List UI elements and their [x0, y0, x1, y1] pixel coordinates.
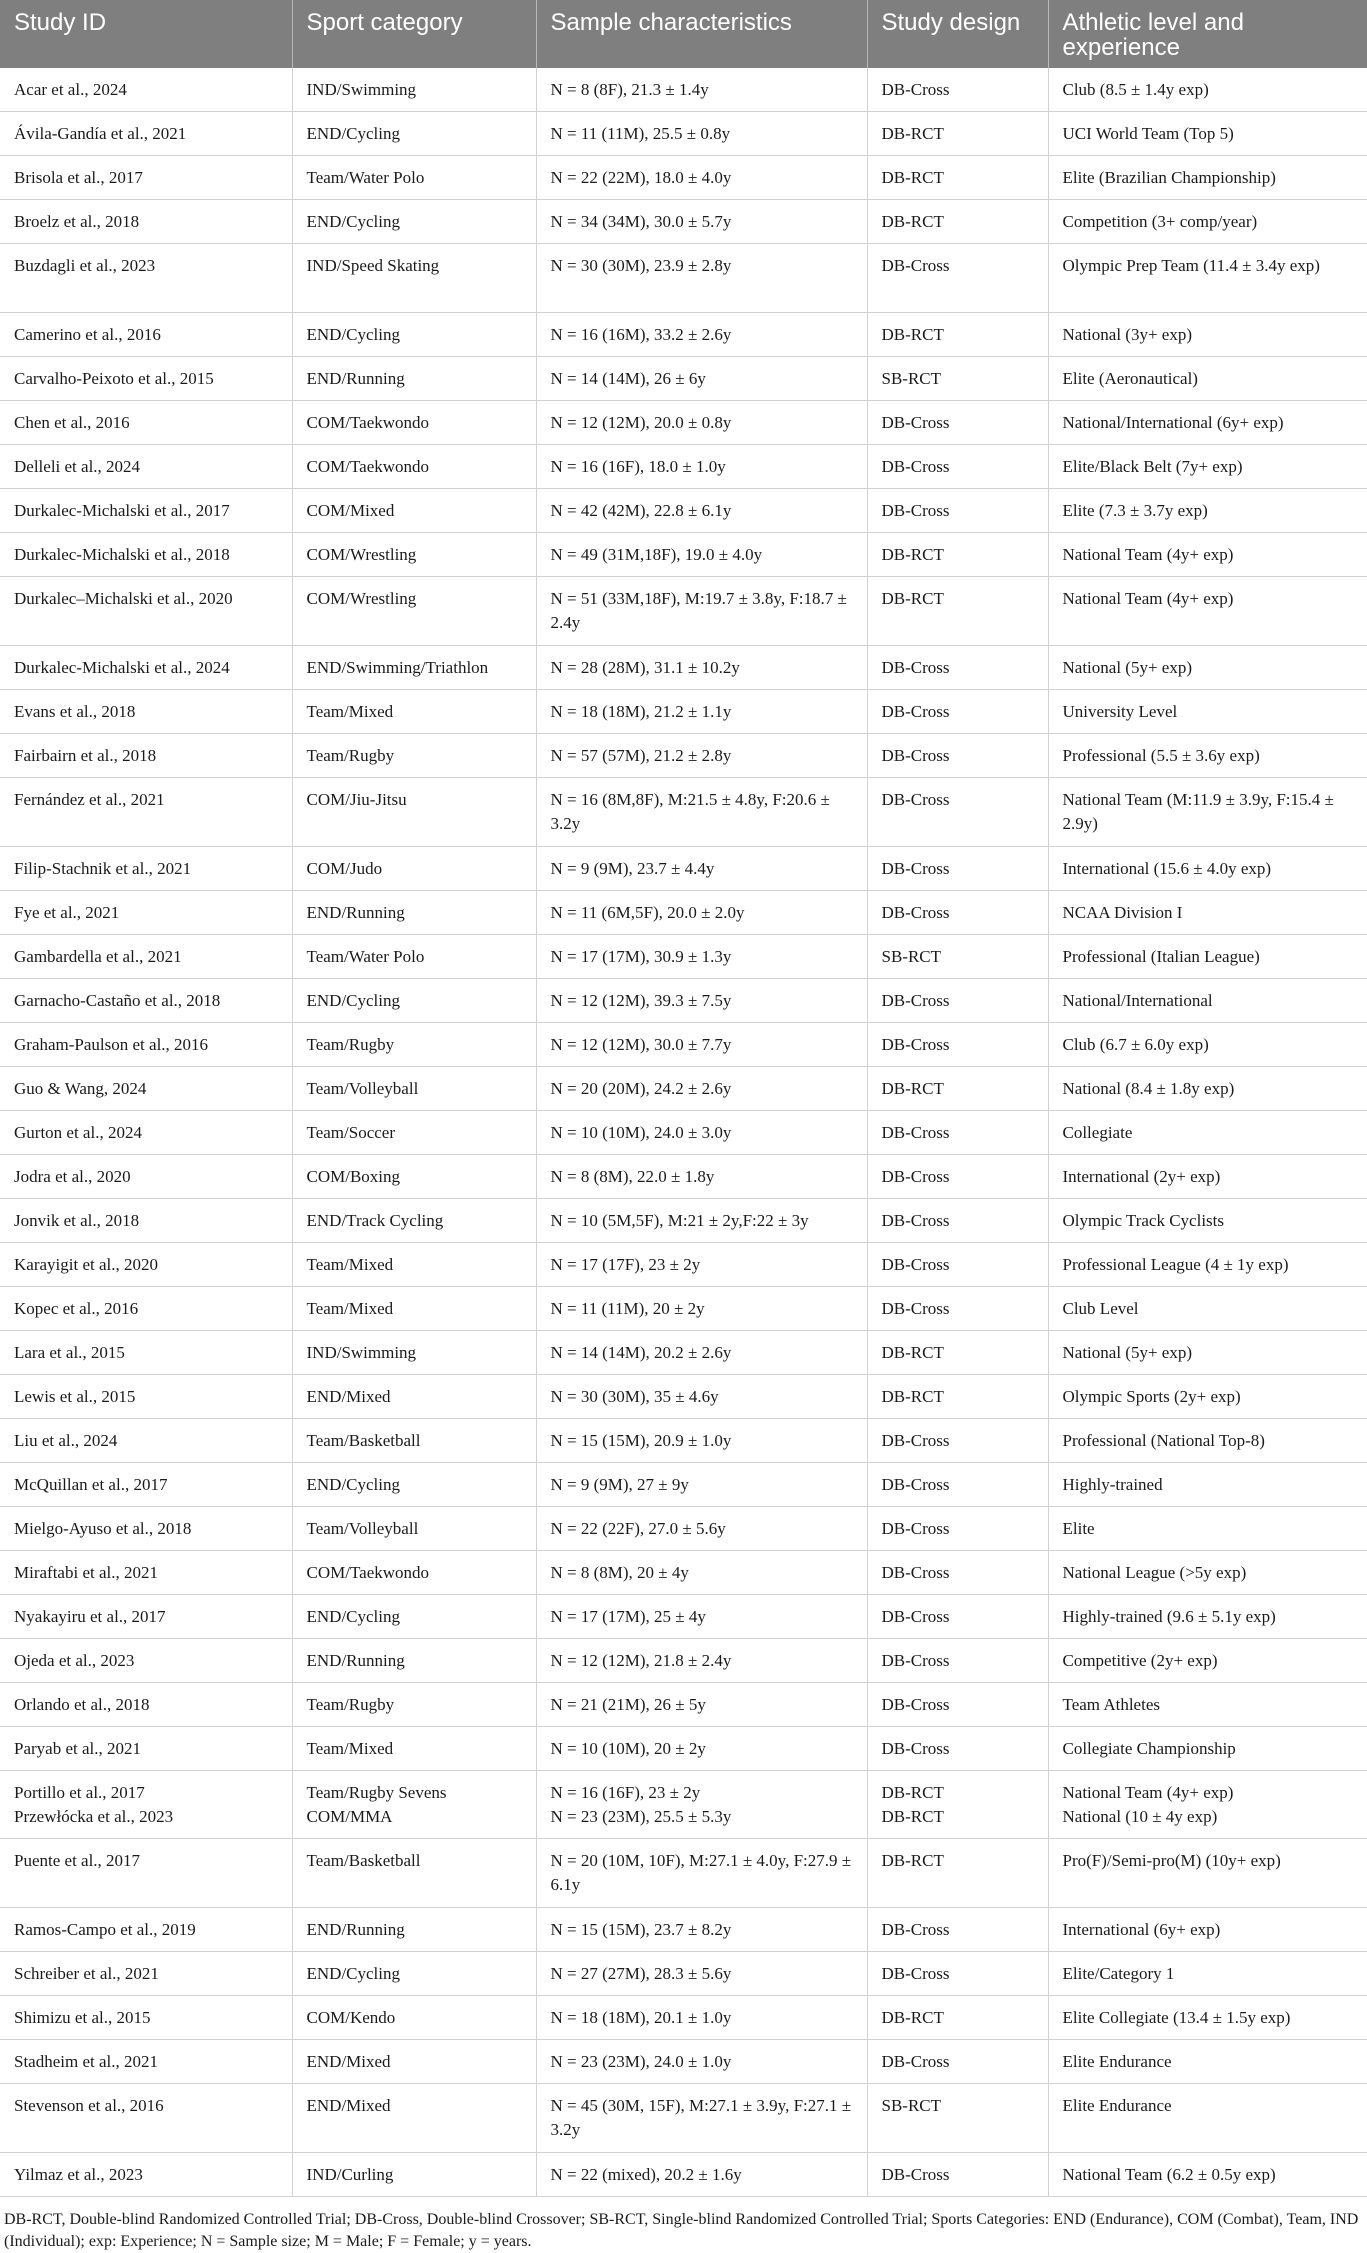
study-id-cell: Camerino et al., 2016 — [0, 313, 292, 357]
sample-cell: N = 16 (16M), 33.2 ± 2.6y — [536, 313, 867, 357]
sport-category-cell: END/Cycling — [292, 979, 536, 1023]
athletic-level-cell: National Team (4y+ exp) — [1048, 577, 1367, 646]
sport-category-cell: END/Cycling — [292, 200, 536, 244]
cell-line: Przewłócka et al., 2023 — [14, 1807, 174, 1826]
table-row — [0, 1727, 1367, 1771]
sport-category-cell: IND/Speed Skating — [292, 244, 536, 313]
study-id-cell: Ojeda et al., 2023 — [0, 1639, 292, 1683]
sport-category-cell: Team/Water Polo — [292, 156, 536, 200]
sport-category-cell: IND/Swimming — [292, 1331, 536, 1375]
sport-category-cell: END/Running — [292, 1908, 536, 1952]
table-row — [0, 1067, 1367, 1111]
table-row — [0, 1507, 1367, 1551]
sample-cell: N = 10 (10M), 24.0 ± 3.0y — [536, 1111, 867, 1155]
athletic-level-cell: Highly-trained — [1048, 1463, 1367, 1507]
table-row — [0, 734, 1367, 778]
sample-cell: N = 30 (30M), 35 ± 4.6y — [536, 1375, 867, 1419]
sample-cell: N = 17 (17M), 30.9 ± 1.3y — [536, 935, 867, 979]
sample-cell: N = 8 (8M), 20 ± 4y — [536, 1551, 867, 1595]
athletic-level-cell: National Team (6.2 ± 0.5y exp) — [1048, 2153, 1367, 2197]
table-row — [0, 200, 1367, 244]
design-cell: DB-RCT — [867, 1331, 1048, 1375]
athletic-level-cell: Club (6.7 ± 6.0y exp) — [1048, 1023, 1367, 1067]
header-study-design: Study design — [867, 0, 1048, 68]
study-id-cell: Chen et al., 2016 — [0, 401, 292, 445]
athletic-level-cell: Elite Endurance — [1048, 2040, 1367, 2084]
table-row — [0, 1771, 1367, 1839]
athletic-level-cell: Highly-trained (9.6 ± 5.1y exp) — [1048, 1595, 1367, 1639]
athletic-level-cell: Elite Endurance — [1048, 2084, 1367, 2153]
athletic-level-cell: Professional (Italian League) — [1048, 935, 1367, 979]
study-id-cell: Garnacho-Castaño et al., 2018 — [0, 979, 292, 1023]
sample-cell: N = 10 (5M,5F), M:21 ± 2y,F:22 ± 3y — [536, 1199, 867, 1243]
athletic-level-cell: Collegiate Championship — [1048, 1727, 1367, 1771]
table-row — [0, 1199, 1367, 1243]
table-row — [0, 979, 1367, 1023]
sample-cell — [536, 1771, 867, 1839]
sample-cell: N = 17 (17F), 23 ± 2y — [536, 1243, 867, 1287]
sample-cell: N = 8 (8M), 22.0 ± 1.8y — [536, 1155, 867, 1199]
athletic-level-cell: Olympic Sports (2y+ exp) — [1048, 1375, 1367, 1419]
study-id-cell: Durkalec–Michalski et al., 2020 — [0, 577, 292, 646]
study-id-cell: Puente et al., 2017 — [0, 1839, 292, 1908]
cell-line: N = 16 (16F), 23 ± 2y — [550, 1783, 701, 1802]
sport-category-cell: Team/Basketball — [292, 1419, 536, 1463]
study-id-cell: Liu et al., 2024 — [0, 1419, 292, 1463]
sample-cell: N = 8 (8F), 21.3 ± 1.4y — [536, 68, 867, 112]
design-cell: DB-RCT — [867, 1375, 1048, 1419]
design-cell: DB-Cross — [867, 734, 1048, 778]
study-id-cell: Fye et al., 2021 — [0, 891, 292, 935]
sample-cell: N = 14 (14M), 26 ± 6y — [536, 357, 867, 401]
athletic-level-cell: Professional League (4 ± 1y exp) — [1048, 1243, 1367, 1287]
table-row — [0, 2084, 1367, 2153]
table-header — [0, 0, 1367, 68]
table-row — [0, 2040, 1367, 2084]
study-id-cell: Carvalho-Peixoto et al., 2015 — [0, 357, 292, 401]
design-cell: DB-Cross — [867, 489, 1048, 533]
athletic-level-cell: Collegiate — [1048, 1111, 1367, 1155]
design-cell: DB-RCT — [867, 1996, 1048, 2040]
sample-cell: N = 11 (11M), 25.5 ± 0.8y — [536, 112, 867, 156]
design-cell: DB-Cross — [867, 1419, 1048, 1463]
cell-line: National (10 ± 4y exp) — [1062, 1807, 1218, 1826]
sample-cell: N = 22 (22M), 18.0 ± 4.0y — [536, 156, 867, 200]
cell-line: Portillo et al., 2017 — [14, 1783, 145, 1802]
sample-cell: N = 11 (11M), 20 ± 2y — [536, 1287, 867, 1331]
sample-cell: N = 9 (9M), 23.7 ± 4.4y — [536, 847, 867, 891]
athletic-level-cell: National Team (4y+ exp) — [1048, 533, 1367, 577]
design-cell: DB-Cross — [867, 1683, 1048, 1727]
table-row — [0, 1639, 1367, 1683]
sport-category-cell: COM/Judo — [292, 847, 536, 891]
athletic-level-cell: International (15.6 ± 4.0y exp) — [1048, 847, 1367, 891]
sport-category-cell: END/Cycling — [292, 313, 536, 357]
design-cell: DB-Cross — [867, 2040, 1048, 2084]
design-cell: DB-Cross — [867, 1507, 1048, 1551]
study-id-cell: Lara et al., 2015 — [0, 1331, 292, 1375]
sample-cell: N = 49 (31M,18F), 19.0 ± 4.0y — [536, 533, 867, 577]
design-cell: SB-RCT — [867, 2084, 1048, 2153]
study-id-cell: Fernández et al., 2021 — [0, 778, 292, 847]
sample-cell: N = 22 (mixed), 20.2 ± 1.6y — [536, 2153, 867, 2197]
athletic-level-cell: Elite/Black Belt (7y+ exp) — [1048, 445, 1367, 489]
table-row — [0, 313, 1367, 357]
sport-category-cell: COM/Mixed — [292, 489, 536, 533]
sample-cell: N = 16 (8M,8F), M:21.5 ± 4.8y, F:20.6 ± 3.2y — [536, 778, 867, 847]
study-id-cell: Jodra et al., 2020 — [0, 1155, 292, 1199]
table-row — [0, 1331, 1367, 1375]
athletic-level-cell: Olympic Prep Team (11.4 ± 3.4y exp) — [1048, 244, 1367, 313]
design-cell: DB-Cross — [867, 2153, 1048, 2197]
header-sport-category: Sport category — [292, 0, 536, 68]
sport-category-cell: COM/Taekwondo — [292, 445, 536, 489]
table-row — [0, 891, 1367, 935]
study-id-cell: McQuillan et al., 2017 — [0, 1463, 292, 1507]
athletic-level-cell: Elite (Brazilian Championship) — [1048, 156, 1367, 200]
study-id-cell: Durkalec-Michalski et al., 2018 — [0, 533, 292, 577]
design-cell — [867, 1771, 1048, 1839]
sample-cell: N = 22 (22F), 27.0 ± 5.6y — [536, 1507, 867, 1551]
sport-category-cell: END/Swimming/Triathlon — [292, 646, 536, 690]
header-sample-characteristics: Sample characteristics — [536, 0, 867, 68]
design-cell: DB-Cross — [867, 778, 1048, 847]
athletic-level-cell: National (3y+ exp) — [1048, 313, 1367, 357]
sport-category-cell: END/Cycling — [292, 1952, 536, 1996]
sample-cell: N = 57 (57M), 21.2 ± 2.8y — [536, 734, 867, 778]
athletic-level-cell: Professional (National Top-8) — [1048, 1419, 1367, 1463]
table-row — [0, 357, 1367, 401]
sample-cell: N = 9 (9M), 27 ± 9y — [536, 1463, 867, 1507]
sport-category-cell: END/Cycling — [292, 112, 536, 156]
study-id-cell: Delleli et al., 2024 — [0, 445, 292, 489]
study-id-cell: Durkalec-Michalski et al., 2017 — [0, 489, 292, 533]
sport-category-cell: END/Mixed — [292, 2084, 536, 2153]
sport-category-cell: COM/Kendo — [292, 1996, 536, 2040]
study-id-cell: Graham-Paulson et al., 2016 — [0, 1023, 292, 1067]
sport-category-cell: Team/Soccer — [292, 1111, 536, 1155]
sport-category-cell: END/Running — [292, 1639, 536, 1683]
design-cell: DB-Cross — [867, 1908, 1048, 1952]
athletic-level-cell: International (2y+ exp) — [1048, 1155, 1367, 1199]
table-row — [0, 1551, 1367, 1595]
study-id-cell: Buzdagli et al., 2023 — [0, 244, 292, 313]
sample-cell: N = 17 (17M), 25 ± 4y — [536, 1595, 867, 1639]
athletic-level-cell: Club (8.5 ± 1.4y exp) — [1048, 68, 1367, 112]
table-body — [0, 68, 1367, 2197]
study-id-cell: Guo & Wang, 2024 — [0, 1067, 292, 1111]
table-row — [0, 1952, 1367, 1996]
sport-category-cell: IND/Swimming — [292, 68, 536, 112]
athletic-level-cell: Elite Collegiate (13.4 ± 1.5y exp) — [1048, 1996, 1367, 2040]
sport-category-cell: Team/Rugby — [292, 734, 536, 778]
header-study-id: Study ID — [0, 0, 292, 68]
athletic-level-cell: International (6y+ exp) — [1048, 1908, 1367, 1952]
sport-category-cell: COM/Wrestling — [292, 533, 536, 577]
table-row — [0, 847, 1367, 891]
sport-category-cell: Team/Volleyball — [292, 1067, 536, 1111]
design-cell: DB-Cross — [867, 1727, 1048, 1771]
study-id-cell: Shimizu et al., 2015 — [0, 1996, 292, 2040]
athletic-level-cell: National Team (M:11.9 ± 3.9y, F:15.4 ± 2.9y) — [1048, 778, 1367, 847]
study-id-cell: Acar et al., 2024 — [0, 68, 292, 112]
study-id-cell: Mielgo-Ayuso et al., 2018 — [0, 1507, 292, 1551]
design-cell: DB-Cross — [867, 244, 1048, 313]
design-cell: DB-Cross — [867, 1023, 1048, 1067]
table-row — [0, 1243, 1367, 1287]
athletic-level-cell: Elite (Aeronautical) — [1048, 357, 1367, 401]
design-cell: DB-Cross — [867, 445, 1048, 489]
table-row — [0, 1463, 1367, 1507]
table-row — [0, 690, 1367, 734]
sample-cell: N = 20 (10M, 10F), M:27.1 ± 4.0y, F:27.9 ± 6.1y — [536, 1839, 867, 1908]
design-cell: SB-RCT — [867, 357, 1048, 401]
sample-cell: N = 45 (30M, 15F), M:27.1 ± 3.9y, F:27.1 ± 3.2y — [536, 2084, 867, 2153]
athletic-level-cell: UCI World Team (Top 5) — [1048, 112, 1367, 156]
athletic-level-cell: Competition (3+ comp/year) — [1048, 200, 1367, 244]
table-row — [0, 445, 1367, 489]
sample-cell: N = 16 (16F), 18.0 ± 1.0y — [536, 445, 867, 489]
design-cell: DB-Cross — [867, 891, 1048, 935]
sample-cell: N = 28 (28M), 31.1 ± 10.2y — [536, 646, 867, 690]
study-id-cell: Jonvik et al., 2018 — [0, 1199, 292, 1243]
sample-cell: N = 21 (21M), 26 ± 5y — [536, 1683, 867, 1727]
sample-cell: N = 12 (12M), 21.8 ± 2.4y — [536, 1639, 867, 1683]
sample-cell: N = 11 (6M,5F), 20.0 ± 2.0y — [536, 891, 867, 935]
athletic-level-cell: National League (>5y exp) — [1048, 1551, 1367, 1595]
header-athletic-level: Athletic level and experience — [1048, 0, 1367, 68]
study-id-cell: Orlando et al., 2018 — [0, 1683, 292, 1727]
cell-line: National Team (4y+ exp) — [1062, 1783, 1234, 1802]
table-row — [0, 577, 1367, 646]
table-row — [0, 1908, 1367, 1952]
sample-cell: N = 10 (10M), 20 ± 2y — [536, 1727, 867, 1771]
sport-category-cell: IND/Curling — [292, 2153, 536, 2197]
sport-category-cell: COM/Taekwondo — [292, 1551, 536, 1595]
design-cell: DB-Cross — [867, 1551, 1048, 1595]
table-row — [0, 1375, 1367, 1419]
athletic-level-cell: University Level — [1048, 690, 1367, 734]
study-id-cell: Stevenson et al., 2016 — [0, 2084, 292, 2153]
design-cell: DB-Cross — [867, 1243, 1048, 1287]
study-id-cell: Miraftabi et al., 2021 — [0, 1551, 292, 1595]
cell-line: Team/Rugby Sevens — [306, 1783, 447, 1802]
table-row — [0, 401, 1367, 445]
table-row — [0, 935, 1367, 979]
sport-category-cell: Team/Mixed — [292, 1727, 536, 1771]
athletic-level-cell: Club Level — [1048, 1287, 1367, 1331]
sport-category-cell: Team/Volleyball — [292, 1507, 536, 1551]
study-id-cell: Gambardella et al., 2021 — [0, 935, 292, 979]
design-cell: DB-Cross — [867, 979, 1048, 1023]
study-id-cell: Paryab et al., 2021 — [0, 1727, 292, 1771]
design-cell: DB-RCT — [867, 1839, 1048, 1908]
table-row — [0, 1287, 1367, 1331]
athletic-level-cell: National/International — [1048, 979, 1367, 1023]
sport-category-cell: Team/Rugby — [292, 1683, 536, 1727]
study-id-cell: Evans et al., 2018 — [0, 690, 292, 734]
design-cell: DB-RCT — [867, 533, 1048, 577]
study-id-cell: Kopec et al., 2016 — [0, 1287, 292, 1331]
athletic-level-cell: Competitive (2y+ exp) — [1048, 1639, 1367, 1683]
athletic-level-cell: Elite/Category 1 — [1048, 1952, 1367, 1996]
table-row — [0, 1839, 1367, 1908]
sample-cell: N = 12 (12M), 20.0 ± 0.8y — [536, 401, 867, 445]
athletic-level-cell: Team Athletes — [1048, 1683, 1367, 1727]
study-id-cell: Broelz et al., 2018 — [0, 200, 292, 244]
cell-line: N = 23 (23M), 25.5 ± 5.3y — [550, 1807, 732, 1826]
table-row — [0, 2153, 1367, 2197]
header-row — [0, 0, 1367, 68]
study-id-cell: Filip-Stachnik et al., 2021 — [0, 847, 292, 891]
sample-cell: N = 14 (14M), 20.2 ± 2.6y — [536, 1331, 867, 1375]
sample-cell: N = 51 (33M,18F), M:19.7 ± 3.8y, F:18.7 ± 2.4y — [536, 577, 867, 646]
table-row — [0, 1996, 1367, 2040]
table-row — [0, 646, 1367, 690]
sport-category-cell: END/Cycling — [292, 1463, 536, 1507]
sport-category-cell: COM/Taekwondo — [292, 401, 536, 445]
athletic-level-cell: NCAA Division I — [1048, 891, 1367, 935]
study-id-cell: Gurton et al., 2024 — [0, 1111, 292, 1155]
table-row — [0, 1111, 1367, 1155]
sport-category-cell: Team/Mixed — [292, 690, 536, 734]
sport-category-cell: END/Running — [292, 357, 536, 401]
study-id-cell: Durkalec-Michalski et al., 2024 — [0, 646, 292, 690]
sport-category-cell: Team/Mixed — [292, 1243, 536, 1287]
sport-category-cell — [292, 1771, 536, 1839]
table-row — [0, 156, 1367, 200]
study-id-cell: Ramos-Campo et al., 2019 — [0, 1908, 292, 1952]
sport-category-cell: Team/Mixed — [292, 1287, 536, 1331]
sample-cell: N = 15 (15M), 20.9 ± 1.0y — [536, 1419, 867, 1463]
sample-cell: N = 18 (18M), 21.2 ± 1.1y — [536, 690, 867, 734]
study-id-cell: Brisola et al., 2017 — [0, 156, 292, 200]
study-id-cell: Fairbairn et al., 2018 — [0, 734, 292, 778]
study-id-cell: Schreiber et al., 2021 — [0, 1952, 292, 1996]
design-cell: SB-RCT — [867, 935, 1048, 979]
study-id-cell: Lewis et al., 2015 — [0, 1375, 292, 1419]
cell-line: DB-RCT — [881, 1807, 944, 1826]
table-row — [0, 1155, 1367, 1199]
design-cell: DB-Cross — [867, 401, 1048, 445]
design-cell: DB-Cross — [867, 1952, 1048, 1996]
cell-line: COM/MMA — [306, 1807, 393, 1826]
athletic-level-cell: Elite (7.3 ± 3.7y exp) — [1048, 489, 1367, 533]
sport-category-cell: END/Cycling — [292, 1595, 536, 1639]
sport-category-cell: END/Mixed — [292, 1375, 536, 1419]
design-cell: DB-Cross — [867, 847, 1048, 891]
sport-category-cell: END/Track Cycling — [292, 1199, 536, 1243]
design-cell: DB-Cross — [867, 1199, 1048, 1243]
table-row — [0, 68, 1367, 112]
table-row — [0, 533, 1367, 577]
sport-category-cell: Team/Rugby — [292, 1023, 536, 1067]
table-row — [0, 1419, 1367, 1463]
design-cell: DB-Cross — [867, 1155, 1048, 1199]
design-cell: DB-RCT — [867, 112, 1048, 156]
table-row — [0, 778, 1367, 847]
sample-cell: N = 15 (15M), 23.7 ± 8.2y — [536, 1908, 867, 1952]
design-cell: DB-RCT — [867, 200, 1048, 244]
sample-cell: N = 12 (12M), 30.0 ± 7.7y — [536, 1023, 867, 1067]
study-id-cell: Karayigit et al., 2020 — [0, 1243, 292, 1287]
sport-category-cell: COM/Wrestling — [292, 577, 536, 646]
design-cell: DB-Cross — [867, 1595, 1048, 1639]
study-id-cell: Stadheim et al., 2021 — [0, 2040, 292, 2084]
cell-line: DB-RCT — [881, 1783, 944, 1802]
sport-category-cell: END/Mixed — [292, 2040, 536, 2084]
design-cell: DB-Cross — [867, 1463, 1048, 1507]
study-id-cell: Ávila-Gandía et al., 2021 — [0, 112, 292, 156]
sample-cell: N = 34 (34M), 30.0 ± 5.7y — [536, 200, 867, 244]
table-row — [0, 1595, 1367, 1639]
athletic-level-cell: Olympic Track Cyclists — [1048, 1199, 1367, 1243]
sample-cell: N = 20 (20M), 24.2 ± 2.6y — [536, 1067, 867, 1111]
table-row — [0, 112, 1367, 156]
sample-cell: N = 18 (18M), 20.1 ± 1.0y — [536, 1996, 867, 2040]
athletic-level-cell: Professional (5.5 ± 3.6y exp) — [1048, 734, 1367, 778]
athletic-level-cell: Pro(F)/Semi-pro(M) (10y+ exp) — [1048, 1839, 1367, 1908]
athletic-level-cell: National (8.4 ± 1.8y exp) — [1048, 1067, 1367, 1111]
sample-cell: N = 42 (42M), 22.8 ± 6.1y — [536, 489, 867, 533]
sample-cell: N = 27 (27M), 28.3 ± 5.6y — [536, 1952, 867, 1996]
sample-cell: N = 12 (12M), 39.3 ± 7.5y — [536, 979, 867, 1023]
sport-category-cell: Team/Basketball — [292, 1839, 536, 1908]
design-cell: DB-RCT — [867, 313, 1048, 357]
athletic-level-cell: Elite — [1048, 1507, 1367, 1551]
study-id-cell — [0, 1771, 292, 1839]
athletic-level-cell: National (5y+ exp) — [1048, 1331, 1367, 1375]
sport-category-cell: COM/Boxing — [292, 1155, 536, 1199]
study-id-cell: Yilmaz et al., 2023 — [0, 2153, 292, 2197]
table-row — [0, 244, 1367, 313]
sport-category-cell: END/Running — [292, 891, 536, 935]
design-cell: DB-Cross — [867, 68, 1048, 112]
athletic-level-cell — [1048, 1771, 1367, 1839]
athletic-level-cell: National (5y+ exp) — [1048, 646, 1367, 690]
design-cell: DB-Cross — [867, 646, 1048, 690]
design-cell: DB-Cross — [867, 1287, 1048, 1331]
table-row — [0, 489, 1367, 533]
design-cell: DB-Cross — [867, 690, 1048, 734]
design-cell: DB-Cross — [867, 1111, 1048, 1155]
table-row — [0, 1683, 1367, 1727]
design-cell: DB-RCT — [867, 1067, 1048, 1111]
table-footnote: DB-RCT, Double-blind Randomized Controlled Trial; DB-Cross, Double-blind Crossover; SB-RCT, Single-blind Randomized Controlled Trial; Sports Categories: END (Endurance), COM (Combat), Team, IND (Individual); exp: Experience; N = Sample size; M = Male; F = Female; y = years. — [4, 2211, 1359, 2250]
table-row — [0, 1023, 1367, 1067]
design-cell: DB-RCT — [867, 156, 1048, 200]
design-cell: DB-RCT — [867, 577, 1048, 646]
study-id-cell: Nyakayiru et al., 2017 — [0, 1595, 292, 1639]
design-cell: DB-Cross — [867, 1639, 1048, 1683]
sport-category-cell: Team/Water Polo — [292, 935, 536, 979]
athletic-level-cell: National/International (6y+ exp) — [1048, 401, 1367, 445]
sample-cell: N = 23 (23M), 24.0 ± 1.0y — [536, 2040, 867, 2084]
sport-category-cell: COM/Jiu-Jitsu — [292, 778, 536, 847]
sample-cell: N = 30 (30M), 23.9 ± 2.8y — [536, 244, 867, 313]
